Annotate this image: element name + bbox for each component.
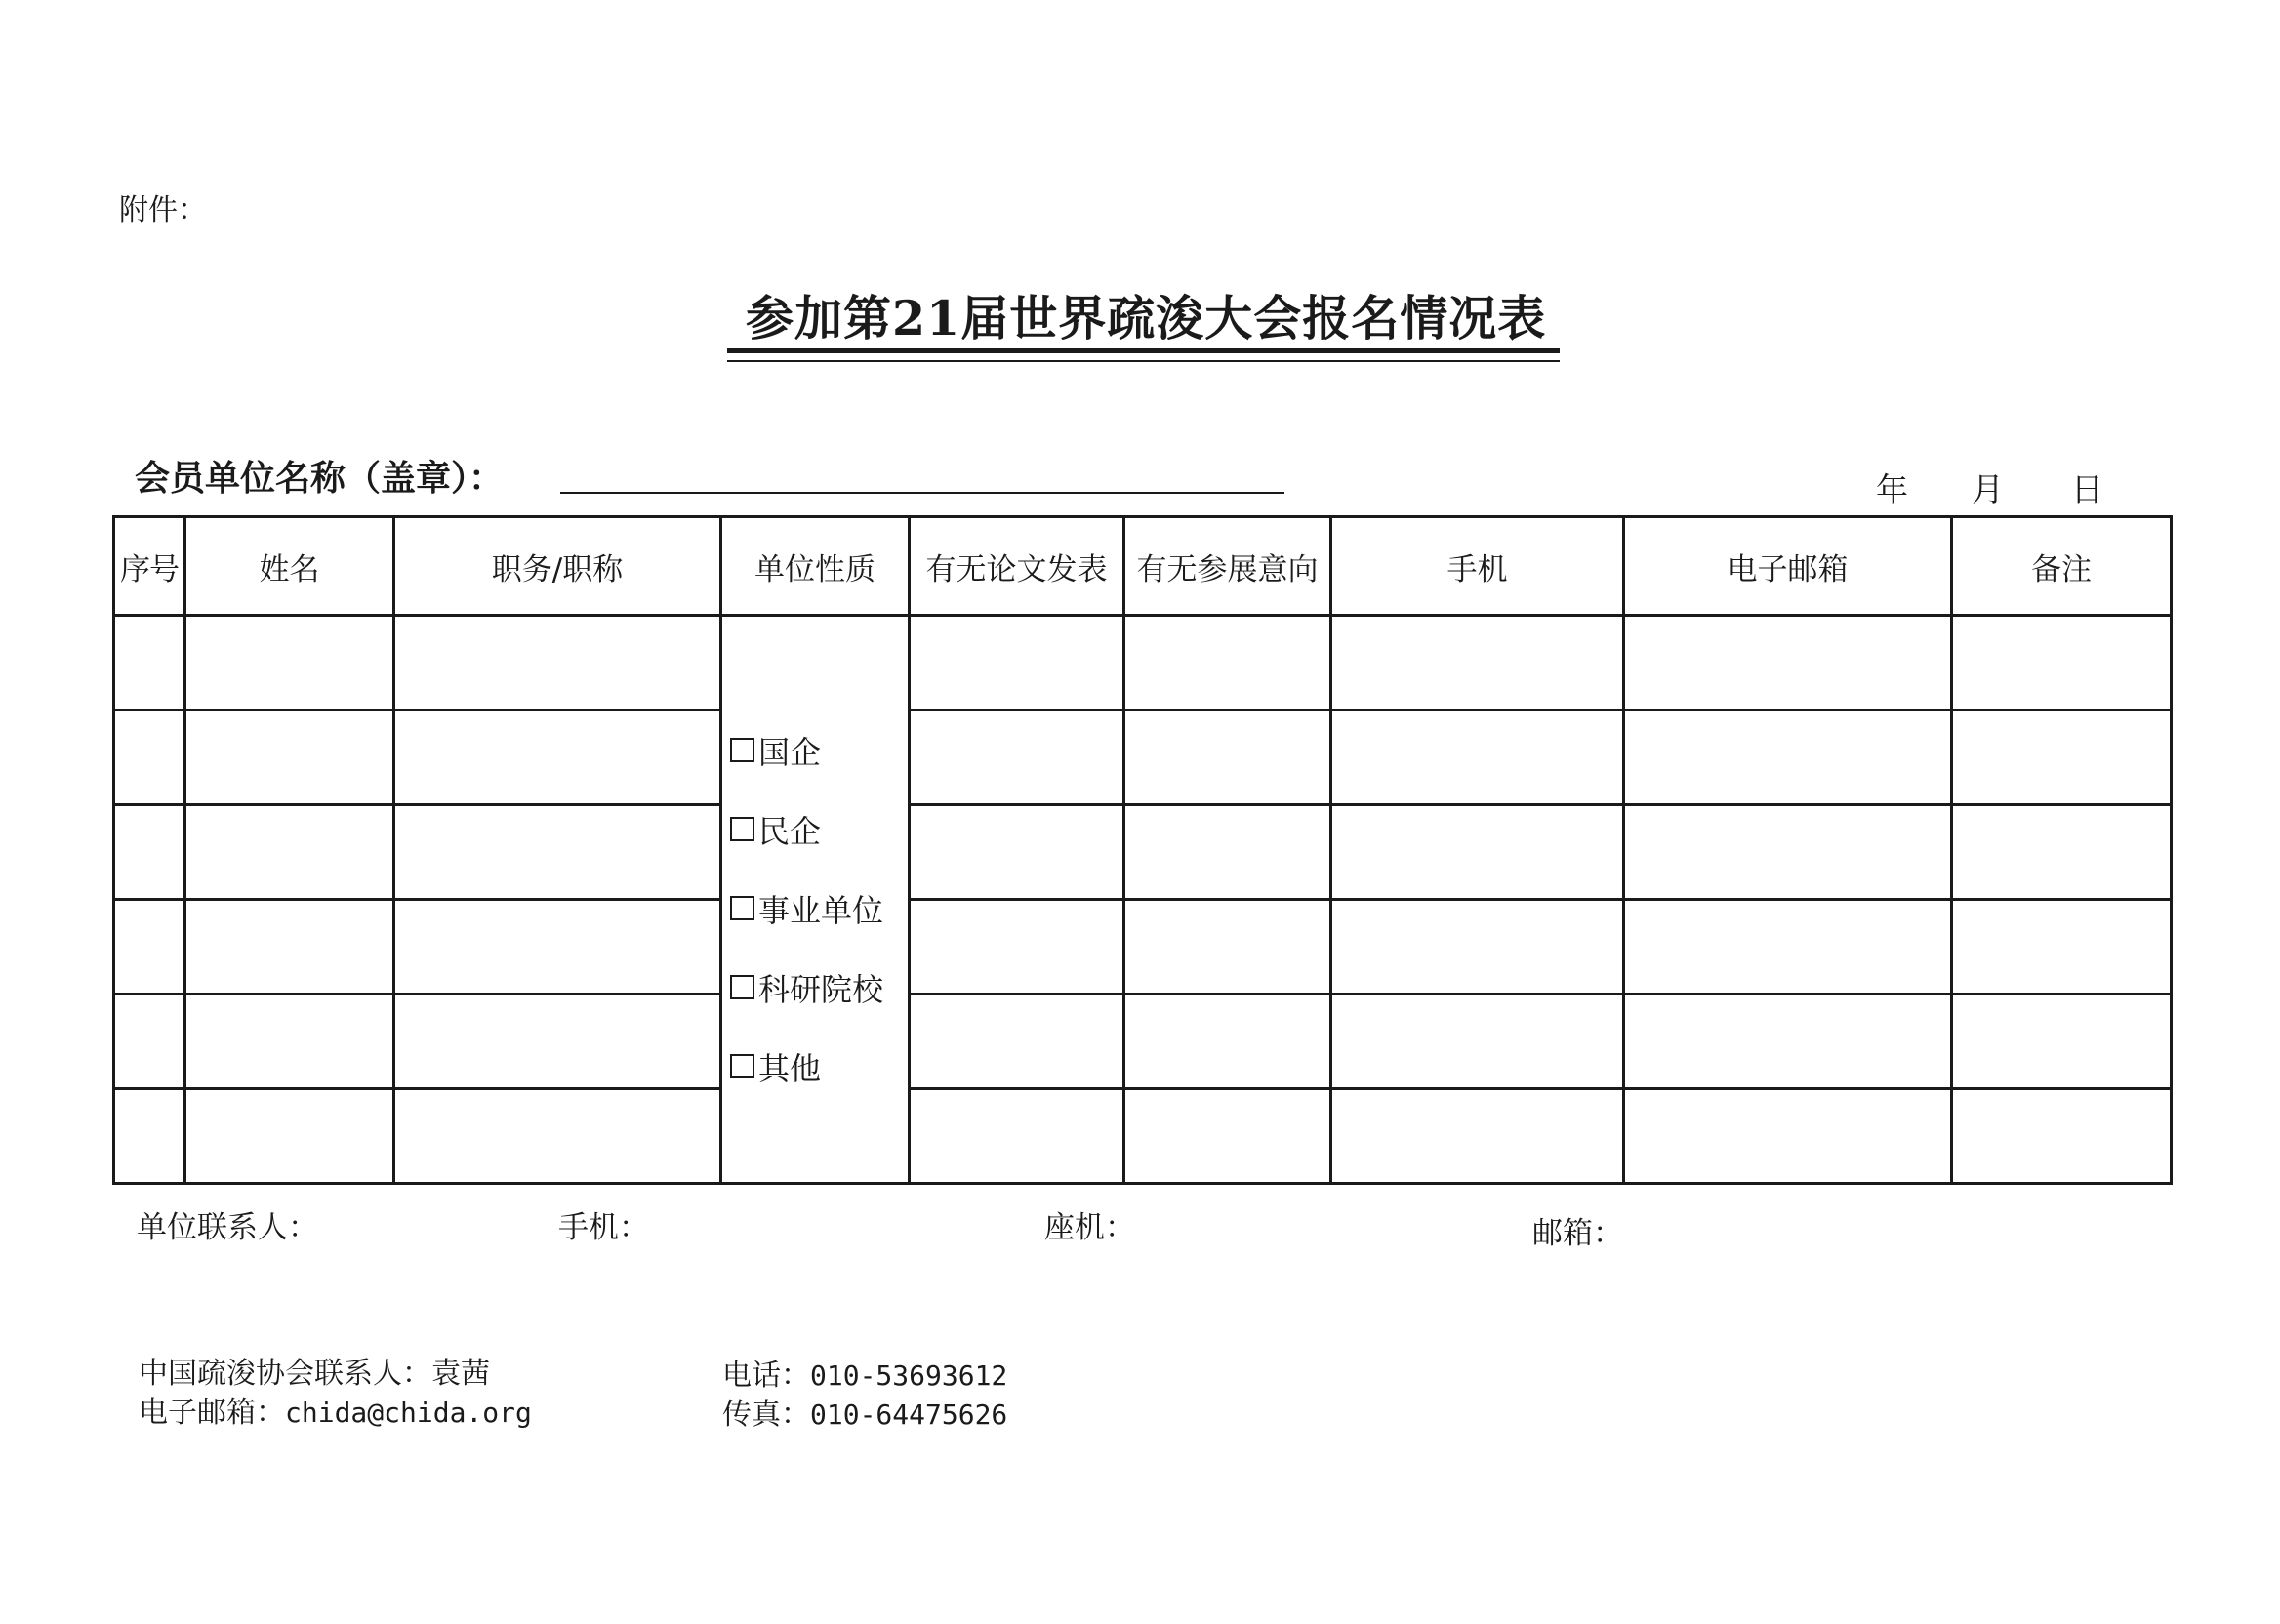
cell-exhibit[interactable]: [1124, 995, 1331, 1089]
cell-name[interactable]: [185, 805, 394, 900]
checkbox-icon[interactable]: [730, 896, 754, 920]
cell-remarks[interactable]: [1952, 1089, 2172, 1184]
cdc-contact-name: 袁茜: [431, 1357, 490, 1391]
checkbox-icon[interactable]: [730, 738, 754, 762]
cell-mobile[interactable]: [1331, 616, 1624, 710]
cell-mobile[interactable]: [1331, 710, 1624, 805]
cell-name[interactable]: [185, 710, 394, 805]
checkbox-icon[interactable]: [730, 1054, 754, 1078]
cell-name[interactable]: [185, 616, 394, 710]
table-row: [114, 995, 2172, 1089]
cell-exhibit[interactable]: [1124, 616, 1331, 710]
col-header-exhibit: 有无参展意向: [1124, 517, 1331, 616]
cell-remarks[interactable]: [1952, 710, 2172, 805]
unit-landline-label: 座机：: [1044, 1210, 1135, 1245]
cell-paper[interactable]: [910, 710, 1124, 805]
cell-paper[interactable]: [910, 995, 1124, 1089]
member-unit-label: 会员单位名称（盖章）：: [135, 458, 505, 499]
cell-remarks[interactable]: [1952, 805, 2172, 900]
option-public-institution[interactable]: [722, 869, 908, 948]
cell-mobile[interactable]: [1331, 900, 1624, 995]
cell-index[interactable]: [114, 995, 185, 1089]
cdc-email-label: 电子邮箱：: [139, 1396, 285, 1430]
cdc-fax-label: 传真：: [722, 1398, 810, 1432]
col-header-name: 姓名: [185, 517, 394, 616]
cdc-email: [139, 1388, 532, 1431]
title-underline-thin: [727, 360, 1560, 362]
cell-exhibit[interactable]: [1124, 805, 1331, 900]
option-label: 其他: [758, 1049, 822, 1087]
cell-paper[interactable]: [910, 900, 1124, 995]
registration-table: [112, 515, 2173, 1185]
page-title: 参加第21届世界疏浚大会报名情况表: [746, 290, 1547, 346]
cdc-contact: [139, 1349, 490, 1392]
cell-paper[interactable]: [910, 805, 1124, 900]
cell-index[interactable]: [114, 805, 185, 900]
table-row: [114, 1089, 2172, 1184]
cdc-phone-label: 电话：: [722, 1359, 810, 1393]
cdc-phone: [722, 1351, 1007, 1394]
cell-remarks[interactable]: [1952, 616, 2172, 710]
col-header-remarks: 备注: [1952, 517, 2172, 616]
table-row: [114, 616, 2172, 710]
cdc-fax: [722, 1390, 1007, 1433]
cell-email[interactable]: [1624, 1089, 1952, 1184]
date-month-label: 月: [1972, 470, 2004, 508]
cell-remarks[interactable]: [1952, 995, 2172, 1089]
cdc-contact-label: 中国疏浚协会联系人：: [139, 1357, 431, 1391]
checkbox-icon[interactable]: [730, 817, 754, 841]
col-header-mobile: 手机: [1331, 517, 1624, 616]
cell-name[interactable]: [185, 995, 394, 1089]
option-private-enterprise[interactable]: [722, 790, 908, 869]
cell-email[interactable]: [1624, 805, 1952, 900]
option-label: 民企: [758, 812, 822, 850]
option-label: 事业单位: [758, 891, 884, 929]
cell-email[interactable]: [1624, 900, 1952, 995]
cell-remarks[interactable]: [1952, 900, 2172, 995]
unit-nature-options: [721, 616, 910, 1184]
unit-mobile-label: 手机：: [558, 1210, 649, 1245]
cell-index[interactable]: [114, 710, 185, 805]
cell-position[interactable]: [394, 710, 721, 805]
option-other[interactable]: [722, 1027, 908, 1106]
cell-name[interactable]: [185, 900, 394, 995]
cell-index[interactable]: [114, 900, 185, 995]
col-header-index: 序号: [114, 517, 185, 616]
option-label: 科研院校: [758, 970, 884, 1008]
cell-exhibit[interactable]: [1124, 900, 1331, 995]
member-unit-input-line[interactable]: [560, 492, 1284, 494]
option-label: 国企: [758, 733, 822, 771]
cell-mobile[interactable]: [1331, 995, 1624, 1089]
cell-exhibit[interactable]: [1124, 1089, 1331, 1184]
cell-index[interactable]: [114, 616, 185, 710]
col-header-unit-nature: 单位性质: [721, 517, 910, 616]
cell-paper[interactable]: [910, 616, 1124, 710]
cell-exhibit[interactable]: [1124, 710, 1331, 805]
date-day-label: 日: [2071, 470, 2103, 508]
option-state-enterprise[interactable]: [722, 710, 908, 790]
cell-index[interactable]: [114, 1089, 185, 1184]
table-row: [114, 900, 2172, 995]
unit-contact-person-label: 单位联系人：: [137, 1210, 318, 1245]
cell-name[interactable]: [185, 1089, 394, 1184]
cell-position[interactable]: [394, 900, 721, 995]
cell-email[interactable]: [1624, 616, 1952, 710]
option-research-college[interactable]: [722, 948, 908, 1027]
cdc-phone-value: 010-53693612: [810, 1360, 1008, 1392]
cell-mobile[interactable]: [1331, 805, 1624, 900]
cell-position[interactable]: [394, 616, 721, 710]
cell-email[interactable]: [1624, 710, 1952, 805]
title-underline-thick: [727, 348, 1560, 353]
cell-mobile[interactable]: [1331, 1089, 1624, 1184]
col-header-paper: 有无论文发表: [910, 517, 1124, 616]
cell-position[interactable]: [394, 1089, 721, 1184]
table-row: [114, 710, 2172, 805]
cell-position[interactable]: [394, 995, 721, 1089]
table-row: [114, 805, 2172, 900]
col-header-position: 职务/职称: [394, 517, 721, 616]
date-year-label: 年: [1876, 470, 1908, 508]
unit-mailbox-label: 邮箱：: [1532, 1216, 1623, 1251]
cdc-fax-value: 010-64475626: [810, 1399, 1008, 1431]
cdc-email-value[interactable]: chida@chida.org: [285, 1397, 532, 1429]
attachment-label: 附件：: [119, 193, 207, 227]
cell-position[interactable]: [394, 805, 721, 900]
table-header-row: [114, 517, 2172, 616]
cell-email[interactable]: [1624, 995, 1952, 1089]
col-header-email: 电子邮箱: [1624, 517, 1952, 616]
cell-paper[interactable]: [910, 1089, 1124, 1184]
checkbox-icon[interactable]: [730, 975, 754, 999]
